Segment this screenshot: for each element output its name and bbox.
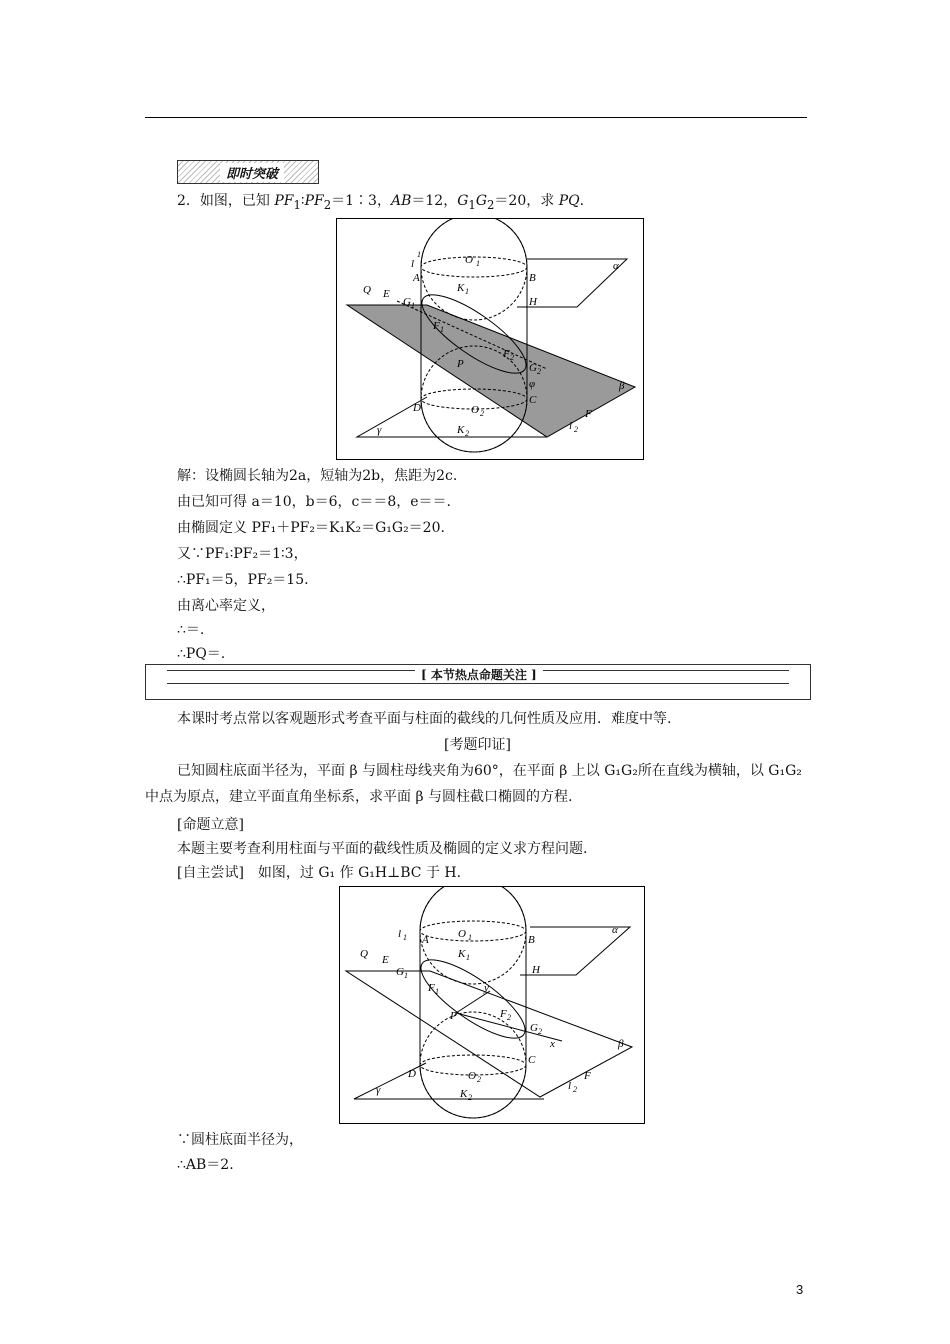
svg-text:A: A	[422, 934, 429, 946]
svg-text:2: 2	[574, 425, 578, 434]
svg-text:β: β	[618, 1038, 624, 1050]
svg-text:1: 1	[417, 250, 421, 259]
svg-text:α: α	[612, 924, 618, 936]
solution-line: 由椭圆定义 PF₁＋PF₂＝K₁K₂＝G₁G₂＝20.	[177, 520, 445, 536]
svg-text:2: 2	[538, 1027, 542, 1036]
svg-text:1: 1	[476, 259, 480, 268]
solution-line: 由已知可得 a＝10，b＝6，c＝＝8，e＝＝.	[177, 494, 451, 510]
svg-text:α: α	[613, 260, 619, 272]
svg-text:G: G	[529, 362, 537, 374]
figure-1	[336, 218, 644, 460]
question-2	[177, 192, 584, 214]
cylinder-diagram-1	[337, 219, 643, 459]
svg-text:1: 1	[435, 987, 439, 996]
svg-text:K: K	[457, 282, 465, 294]
svg-text:E: E	[382, 954, 389, 966]
svg-text:2: 2	[468, 1093, 472, 1102]
solution-line: 由离心率定义，	[177, 598, 275, 614]
svg-text:H: H	[532, 964, 540, 976]
svg-text:x: x	[550, 1038, 555, 1050]
exam-paragraph: 已知圆柱底面半径为，平面 β 与圆柱母线夹角为60°，在平面 β 上以 G₁G₂所在直线为横轴，以 G₁G₂中点为原点，建立平面直角坐标系，求平面 β 与圆柱截口椭圆的方程.	[145, 763, 802, 805]
svg-text:F: F	[428, 982, 435, 994]
svg-text:2: 2	[465, 429, 469, 438]
svg-text:2: 2	[510, 353, 514, 362]
solution-line: 又∵PF₁∶PF₂＝1∶3，	[177, 546, 308, 562]
svg-text:l: l	[398, 928, 402, 940]
svg-text:P: P	[457, 358, 464, 370]
svg-text:2: 2	[480, 409, 484, 418]
svg-text:F: F	[500, 1008, 507, 1020]
svg-text:2: 2	[573, 1085, 577, 1094]
svg-text:2: 2	[507, 1013, 511, 1022]
figure-2	[339, 886, 645, 1124]
solution-line: ∴＝.	[177, 622, 205, 638]
solution-line: ∴PF₁＝5，PF₂＝15.	[177, 572, 309, 588]
svg-text:C: C	[528, 1054, 536, 1066]
intro-paragraph: 本课时考点常以客观题形式考查平面与柱面的截线的几何性质及应用．难度中等.	[177, 711, 672, 727]
svg-text:β: β	[619, 380, 625, 392]
exam-heading: [考题印证]	[444, 737, 511, 753]
svg-text:γ: γ	[376, 1084, 381, 1096]
solution-line: 解：设椭圆长轴为2a，短轴为2b，焦距为2c.	[177, 468, 458, 484]
svg-text:1: 1	[468, 933, 472, 942]
svg-text:O: O	[471, 404, 479, 416]
svg-text:K: K	[460, 1088, 468, 1100]
svg-text:1: 1	[440, 325, 444, 334]
svg-text:2: 2	[537, 367, 541, 376]
svg-text:l: l	[568, 1080, 572, 1092]
section-banner	[145, 664, 811, 700]
svg-text:1: 1	[411, 301, 415, 310]
svg-text:H: H	[529, 296, 537, 308]
svg-text:Q: Q	[360, 948, 368, 960]
svg-text:F: F	[503, 348, 510, 360]
svg-text:C: C	[529, 394, 537, 406]
svg-text:Q: Q	[363, 284, 371, 296]
svg-text:D: D	[408, 1068, 416, 1080]
header-rule	[145, 117, 807, 118]
svg-text:O: O	[465, 254, 473, 266]
svg-text:K: K	[458, 948, 466, 960]
svg-text:2: 2	[477, 1075, 481, 1084]
svg-text:G: G	[403, 296, 411, 308]
svg-text:1: 1	[466, 953, 470, 962]
banner-title: [ 本节热点命题关注 ]	[415, 666, 543, 683]
instant-breakthrough-badge	[177, 160, 319, 184]
svg-text:y: y	[484, 982, 489, 994]
svg-text:O: O	[458, 928, 466, 940]
svg-text:F: F	[585, 408, 592, 420]
svg-text:φ: φ	[529, 378, 536, 390]
page-number: 3	[796, 1282, 804, 1297]
cylinder-diagram-2	[340, 887, 644, 1123]
svg-text:A: A	[413, 272, 420, 284]
intent-paragraph: 本题主要考查利用柱面与平面的截线性质及椭圆的定义求方程问题.	[177, 841, 588, 857]
svg-text:F: F	[433, 320, 440, 332]
svg-text:B: B	[529, 272, 536, 284]
after-figure-line: ∴AB＝2.	[177, 1157, 234, 1173]
svg-text:G: G	[396, 966, 404, 978]
svg-text:G: G	[530, 1022, 538, 1034]
svg-text:l: l	[411, 258, 415, 270]
solution-line: ∴PQ＝.	[177, 646, 226, 662]
svg-text:1: 1	[465, 287, 469, 296]
badge-label: 即时突破	[220, 163, 284, 182]
svg-text:B: B	[528, 934, 535, 946]
svg-text:D: D	[413, 402, 421, 414]
svg-text:1: 1	[403, 933, 407, 942]
try-paragraph: [自主尝试] 如图，过 G₁ 作 G₁H⊥BC 于 H.	[177, 865, 462, 881]
svg-text:l: l	[569, 420, 573, 432]
svg-text:E: E	[383, 288, 390, 300]
svg-text:γ: γ	[377, 424, 382, 436]
after-figure-line: ∵圆柱底面半径为，	[177, 1132, 303, 1148]
svg-text:O: O	[468, 1070, 476, 1082]
svg-text:1: 1	[404, 971, 408, 980]
svg-text:F: F	[584, 1070, 591, 1082]
q2-text: 2．如图，已知 $PF_1∶PF_2=1∶3$，AB＝12，$G_1G_2=20$，求 PQ.	[177, 193, 585, 212]
svg-text:P: P	[450, 1010, 457, 1022]
intent-heading: [命题立意]	[177, 817, 244, 833]
svg-text:K: K	[457, 424, 465, 436]
